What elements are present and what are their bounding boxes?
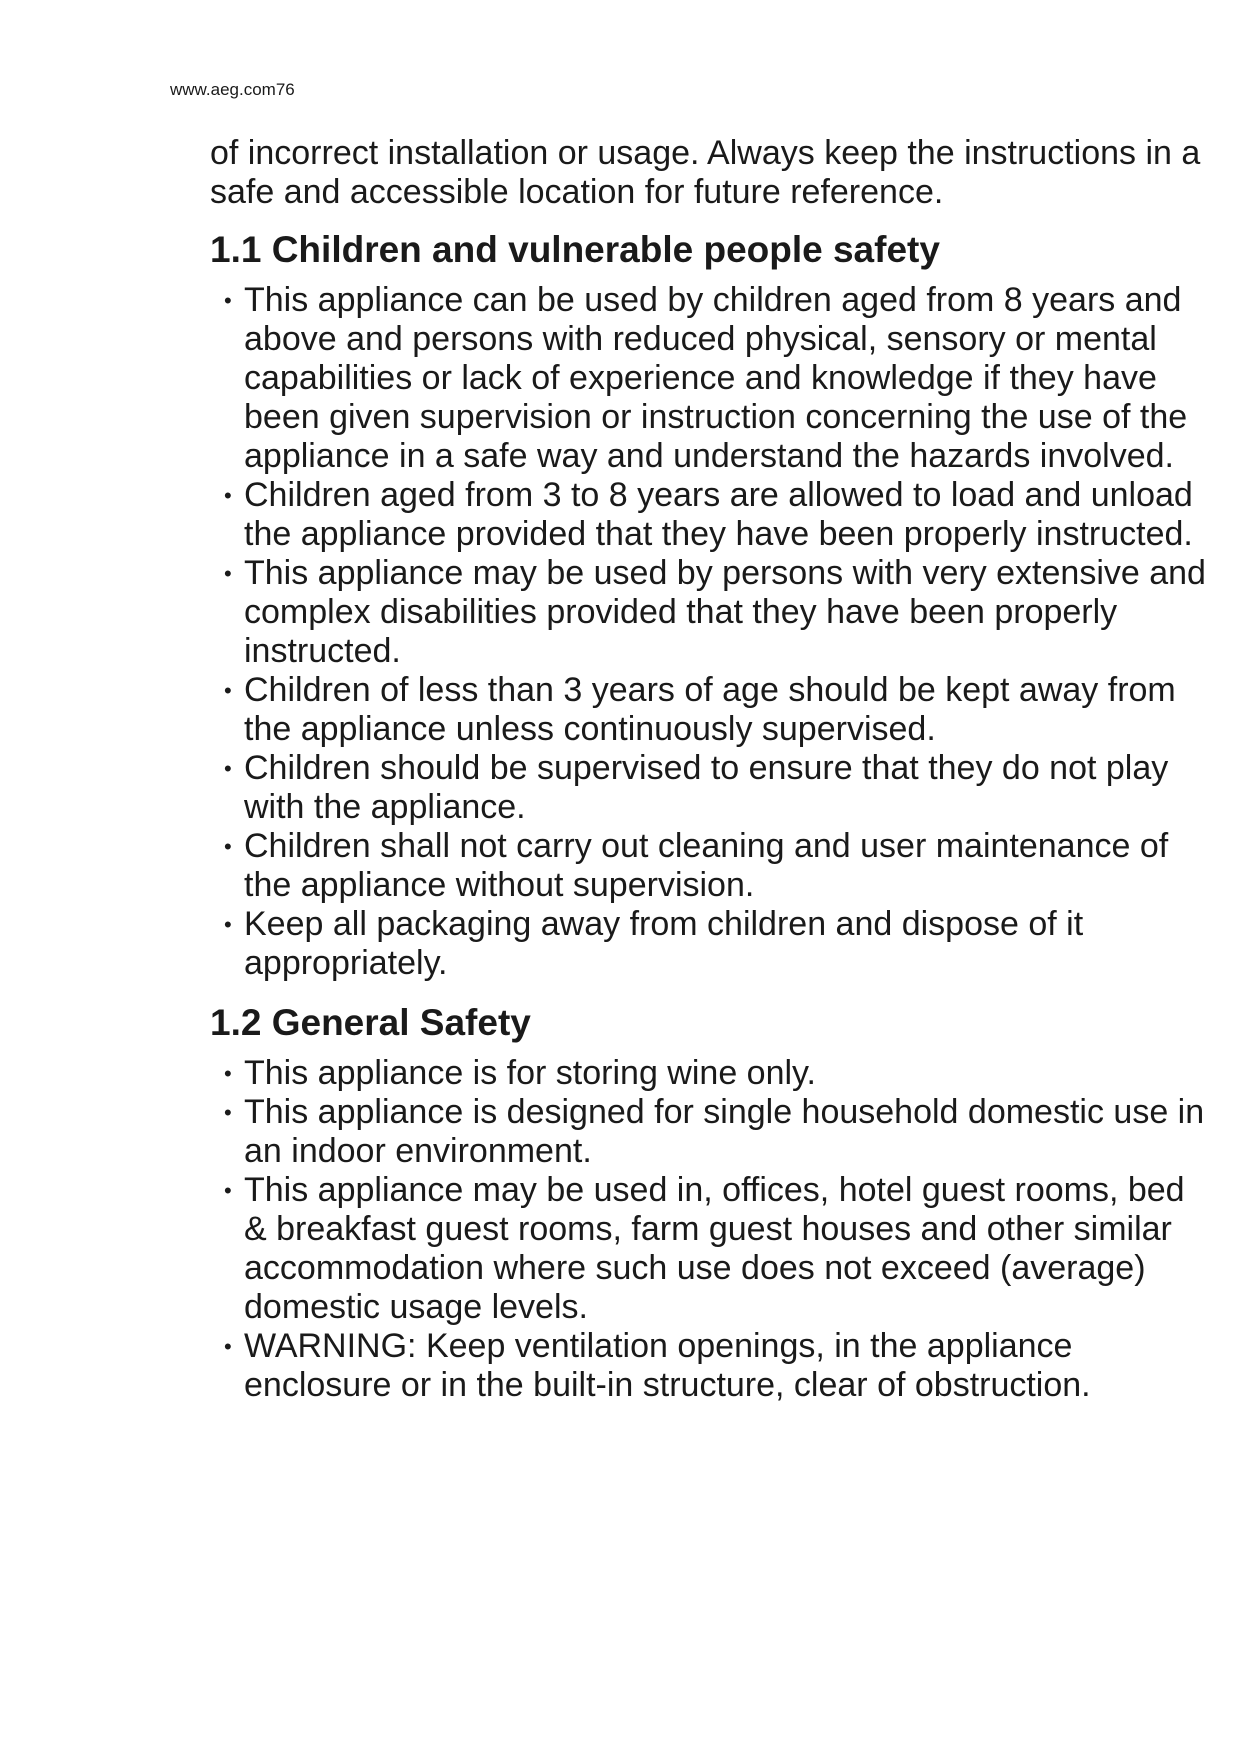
document-body — [210, 134, 1210, 1405]
bullet-icon: • — [224, 678, 232, 703]
list-item-text: This appliance is designed for single household domestic use in an indoor environment. — [244, 1093, 1205, 1170]
bullet-icon: • — [224, 483, 232, 508]
bullet-icon: • — [224, 756, 232, 781]
list-item-text: Children should be supervised to ensure that they do not play with the appliance. — [244, 749, 1169, 826]
list-item — [210, 476, 1210, 554]
list-item — [210, 1327, 1210, 1405]
list-item-text: WARNING: Keep ventilation openings, in the appliance enclosure or in the built-in structure, clear of obstruction. — [244, 1327, 1091, 1404]
bullet-icon: • — [224, 912, 232, 937]
list-item — [210, 1054, 1210, 1093]
children-safety-list — [210, 281, 1210, 983]
list-item-text: Children aged from 3 to 8 years are allowed to load and unload the appliance provided that they have been properly instructed. — [244, 476, 1193, 553]
list-item — [210, 905, 1210, 983]
section-title-general-safety: 1.2 General Safety — [210, 1002, 531, 1043]
list-item-text: Children of less than 3 years of age should be kept away from the appliance unless continuously supervised. — [244, 671, 1176, 748]
bullet-icon: • — [224, 1100, 232, 1125]
list-item — [210, 1093, 1210, 1171]
list-item-text: This appliance can be used by children aged from 8 years and above and persons with reduced physical, sensory or mental capabilities or lack of experience and knowledge if they have been given supervision or instruction concerning the use of the appliance in a safe way and understand the hazards involved. — [244, 281, 1188, 475]
bullet-icon: • — [224, 288, 232, 313]
bullet-icon: • — [224, 1061, 232, 1086]
intro-paragraph: of incorrect installation or usage. Always keep the instructions in a safe and accessible location for future reference. — [210, 134, 1201, 211]
list-item — [210, 749, 1210, 827]
list-item-text: Keep all packaging away from children and dispose of it appropriately. — [244, 905, 1084, 982]
list-item — [210, 827, 1210, 905]
bullet-icon: • — [224, 561, 232, 586]
list-item-text: This appliance may be used in, offices, hotel guest rooms, bed & breakfast guest rooms, farm guest houses and other similar accommodation where such use does not exceed (average) domestic usage levels. — [244, 1171, 1185, 1326]
general-safety-list — [210, 1054, 1210, 1405]
bullet-icon: • — [224, 834, 232, 859]
bullet-icon: • — [224, 1334, 232, 1359]
list-item — [210, 554, 1210, 671]
bullet-icon: • — [224, 1178, 232, 1203]
list-item-text: This appliance is for storing wine only. — [244, 1054, 816, 1092]
page-header-url: www.aeg.com76 — [170, 80, 295, 99]
list-item-text: This appliance may be used by persons with very extensive and complex disabilities provided that they have been properly instructed. — [244, 554, 1206, 670]
list-item-text: Children shall not carry out cleaning and user maintenance of the appliance without supervision. — [244, 827, 1169, 904]
section-title-children-safety: 1.1 Children and vulnerable people safety — [210, 229, 940, 270]
list-item — [210, 281, 1210, 476]
list-item — [210, 1171, 1210, 1327]
list-item — [210, 671, 1210, 749]
